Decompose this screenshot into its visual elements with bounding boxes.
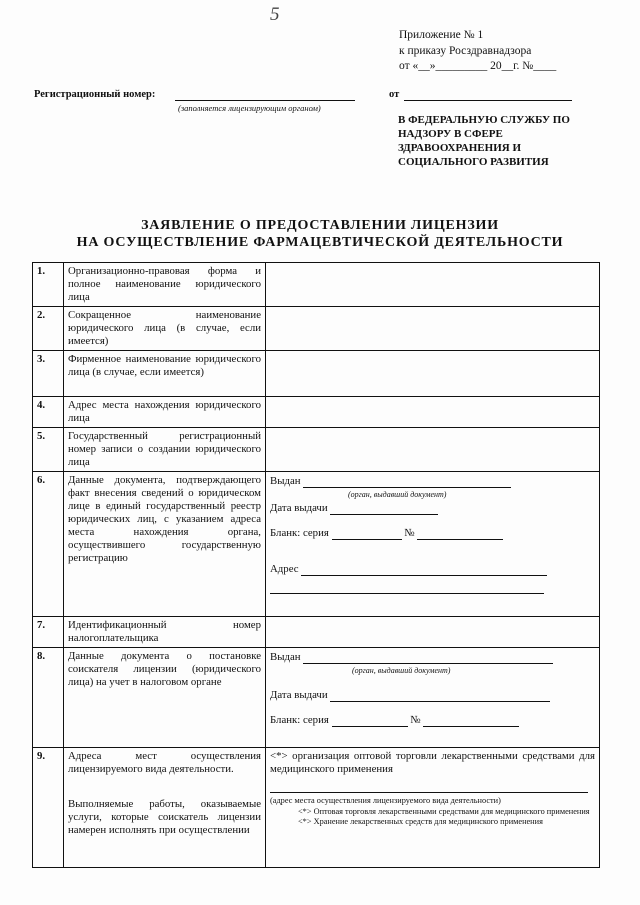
row-label: Адреса мест осуществления лицензируемого вида деятельности. <box>68 750 261 775</box>
row-label-cell <box>64 748 266 868</box>
form-series-field[interactable] <box>332 526 402 540</box>
registration-note: (заполняется лицензирующим органом) <box>178 103 321 113</box>
table-row <box>33 472 600 617</box>
row-label: Данные документа, подтверждающего факт внесения сведений о юридическом лице в единый государственный реестр юридических лиц, с указанием адреса места нахождения органа, осуществившего государственную регистрацию <box>64 472 266 617</box>
registration-number-field[interactable] <box>175 100 355 101</box>
document-title <box>0 217 640 251</box>
address-field-2[interactable] <box>270 580 544 594</box>
row-label: Данные документа о постановке соискателя лицензии (юридического лица) на учет в налоговом органе <box>64 648 266 748</box>
address-field[interactable] <box>301 562 547 576</box>
form-series-line <box>270 526 595 540</box>
row9-paragraph-3: <*> Оптовая торговля лекарственными средствами для медицинского применения <box>298 806 590 816</box>
number-sign: № <box>410 714 421 726</box>
issue-date-field[interactable] <box>330 501 438 515</box>
row-label: Организационно-правовая форма и полное наименование юридического лица <box>64 263 266 307</box>
form-series-field[interactable] <box>332 713 408 727</box>
row-label: Фирменное наименование юридического лица (в случае, если имеется) <box>64 351 266 397</box>
row-number: 5. <box>33 428 64 472</box>
row-label: Сокращенное наименование юридического лица (в случае, если имеется) <box>64 307 266 351</box>
row-value-cell <box>266 472 600 617</box>
issued-line <box>270 474 595 488</box>
table-row <box>33 397 600 428</box>
issued-note: (орган, выдавший документ) <box>352 666 451 675</box>
row9-paragraph-2: (адрес места осуществления лицензируемого вида деятельности) <box>270 796 501 805</box>
row9-paragraph-4: <*> Хранение лекарственных средств для медицинского применения <box>298 817 543 826</box>
form-series-label: Бланк: серия <box>270 527 329 539</box>
number-sign: № <box>404 527 415 539</box>
row-value-field[interactable] <box>266 397 600 428</box>
issued-line <box>270 650 595 664</box>
annex-block <box>399 28 556 75</box>
row-value-field[interactable] <box>266 307 600 351</box>
issue-date-line <box>270 501 595 515</box>
table-row <box>33 617 600 648</box>
issued-label: Выдан <box>270 651 301 663</box>
issue-date-label: Дата выдачи <box>270 502 328 514</box>
row-value-cell <box>266 648 600 748</box>
application-form-table <box>32 262 600 868</box>
address-label: Адрес <box>270 563 299 575</box>
row-label: Идентификационный номер налогоплательщика <box>64 617 266 648</box>
form-series-label: Бланк: серия <box>270 714 329 726</box>
page-number: 5 <box>270 4 280 25</box>
issued-field[interactable] <box>303 650 553 664</box>
annex-line-3: от «__»_________ 20__г. №____ <box>399 60 557 72</box>
row-number: 4. <box>33 397 64 428</box>
annex-line-2: к приказу Росздравнадзора <box>399 44 532 57</box>
table-row <box>33 263 600 307</box>
issue-date-field[interactable] <box>330 688 550 702</box>
row-number: 1. <box>33 263 64 307</box>
issued-note: (орган, выдавший документ) <box>348 490 447 499</box>
row-number: 7. <box>33 617 64 648</box>
annex-line-1: Приложение № 1 <box>399 29 484 41</box>
registration-label: Регистрационный номер: <box>34 89 156 100</box>
issued-field[interactable] <box>303 474 511 488</box>
addressee: В ФЕДЕРАЛЬНУЮ СЛУЖБУ ПО НАДЗОРУ В СФЕРЕ ЗДРАВООХРАНЕНИЯ И СОЦИАЛЬНОГО РАЗВИТИЯ <box>398 114 570 168</box>
title-line-2: НА ОСУЩЕСТВЛЕНИЕ ФАРМАЦЕВТИЧЕСКОЙ ДЕЯТЕЛЬНОСТИ <box>76 235 564 250</box>
row-number: 8. <box>33 648 64 748</box>
title-line-1: ЗАЯВЛЕНИЕ О ПРЕДОСТАВЛЕНИИ ЛИЦЕНЗИИ <box>141 218 499 233</box>
from-label: от <box>389 89 400 100</box>
row-number: 9. <box>33 748 64 868</box>
form-series-line <box>270 713 595 727</box>
form-number-field[interactable] <box>417 526 503 540</box>
row-value-cell <box>266 748 600 868</box>
address-line-2 <box>270 580 595 594</box>
table-row <box>33 648 600 748</box>
address-line <box>270 562 595 576</box>
issue-date-line <box>270 688 595 702</box>
table-row <box>33 748 600 868</box>
row-value-field[interactable] <box>266 263 600 307</box>
row-label-2: Выполняемые работы, оказываемые услуги, которые соискатель лицензии намерен исполнять при осуществлении <box>68 798 261 836</box>
row-value-field[interactable] <box>266 428 600 472</box>
issued-label: Выдан <box>270 475 301 487</box>
table-row <box>33 428 600 472</box>
row-number: 6. <box>33 472 64 617</box>
row9-paragraph-1: <*> организация оптовой торговли лекарственными средствами для медицинского применения <box>270 750 595 775</box>
row-value-field[interactable] <box>266 617 600 648</box>
row-label: Адрес места нахождения юридического лица <box>64 397 266 428</box>
row9-address-field[interactable] <box>270 780 588 793</box>
row-number: 3. <box>33 351 64 397</box>
form-number-field[interactable] <box>423 713 519 727</box>
row-label: Государственный регистрационный номер записи о создании юридического лица <box>64 428 266 472</box>
table-row <box>33 307 600 351</box>
row-value-field[interactable] <box>266 351 600 397</box>
table-row <box>33 351 600 397</box>
from-field[interactable] <box>404 100 572 101</box>
row-number: 2. <box>33 307 64 351</box>
issue-date-label: Дата выдачи <box>270 689 328 701</box>
